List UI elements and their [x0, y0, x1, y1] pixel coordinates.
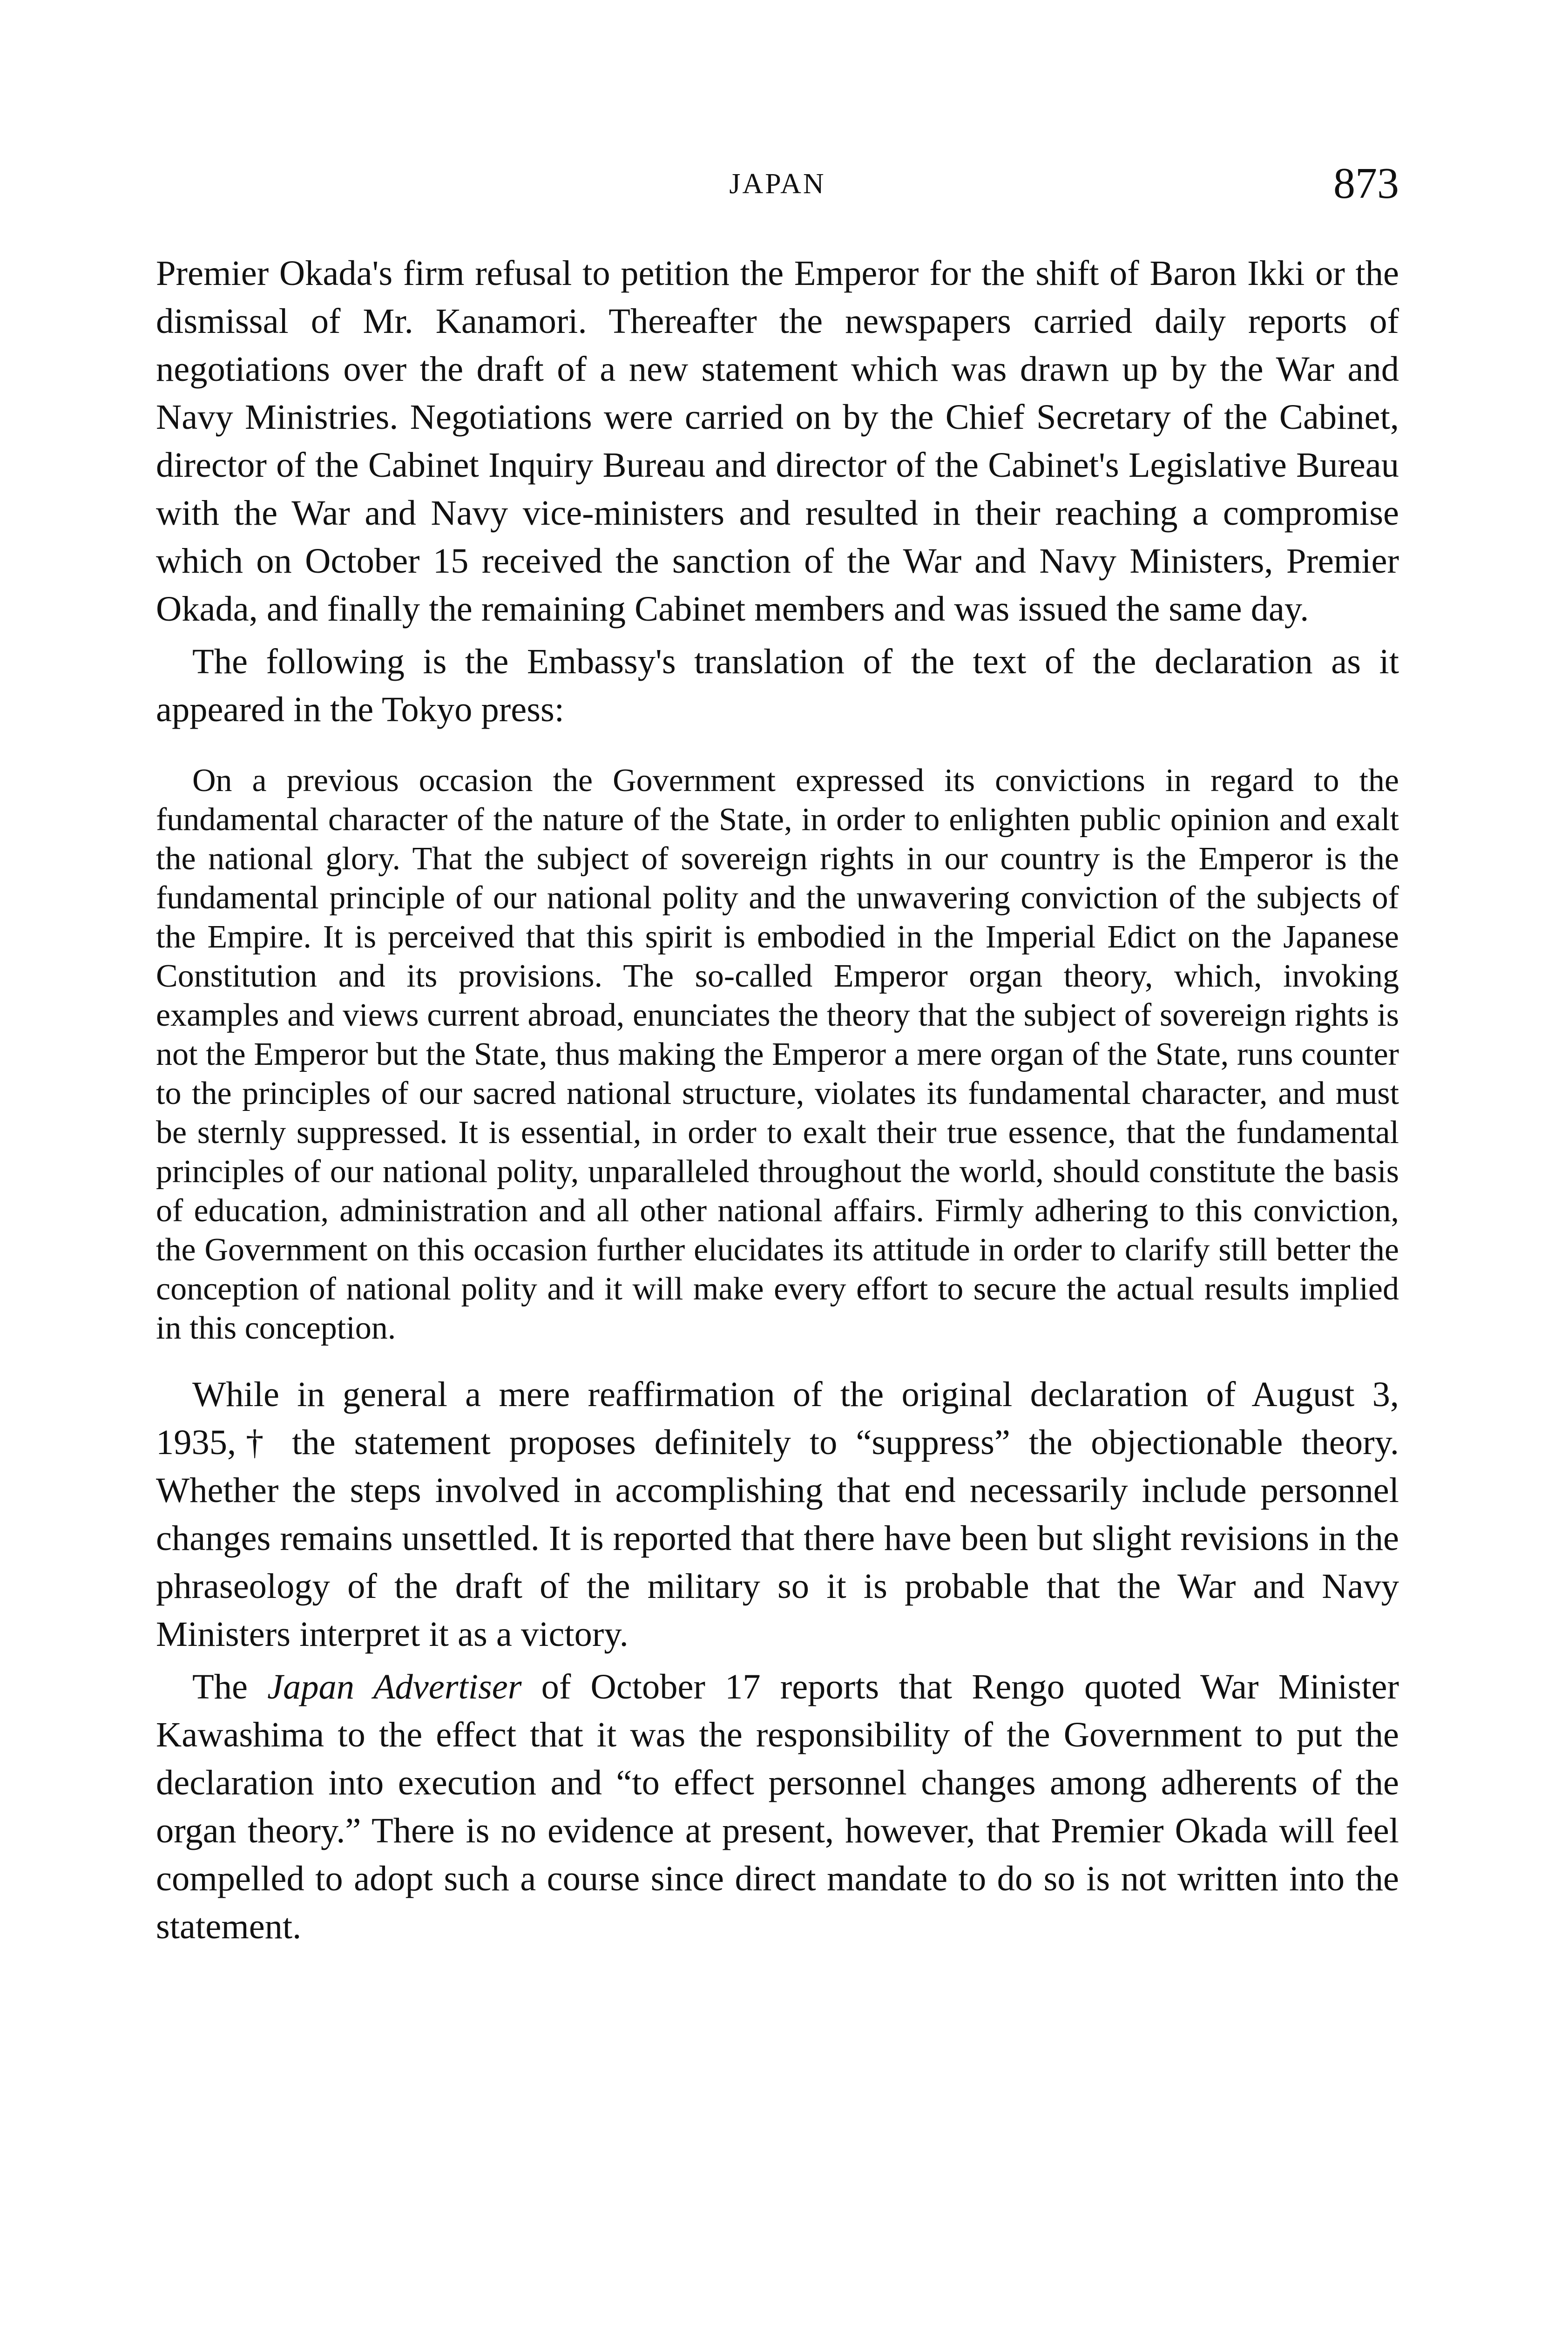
running-title: JAPAN — [729, 168, 826, 200]
declaration-quote: On a previous occasion the Government expressed its convictions in regard to the fundamental character of the nature of the State, in order to enlighten public opinion and exalt the national glory. That the subject of sovereign rights in our country is the Emperor is the fundamental principle of our national polity and the unwavering conviction of the subjects of the Empire. It is perceived that this spirit is embodied in the Imperial Edict on the Japanese Constitution and its provisions. The so-called Emperor organ theory, which, invoking examples and views current abroad, enunciates the theory that the subject of sovereign rights is not the Emperor but the State, thus making the Emperor a mere organ of the State, runs counter to the principles of our sacred national structure, violates its fundamental character, and must be sternly suppressed. It is essential, in order to exalt their true essence, that the fundamental principles of our national polity, unparalleled throughout the world, should constitute the basis of education, administration and all other national affairs. Firmly adhering to this conviction, the Government on this occasion further elucidates its attitude in order to clarify still better the conception of national polity and it will make every effort to secure the actual results implied in this conception. — [156, 763, 1399, 1346]
paragraph-4-lead: The — [192, 1667, 268, 1706]
paragraph-1: Premier Okada's firm refusal to petition the Emperor for the shift of Baron Ikki or the dismissal of Mr. Kanamori. Thereafter the newspapers carried daily reports of negotiations over the draft of a new statement which was drawn up by the War and Navy Ministries. Negotiations were carried on by the Chief Secretary of the Cabinet, director of the Cabinet Inquiry Bureau and director of the Cabinet's Legislative Bureau with the War and Navy vice-ministers and resulted in their reaching a compromise which on October 15 received the sanction of the War and Navy Ministers, Premier Okada, and finally the remaining Cabinet members and was issued the same day. — [156, 253, 1399, 629]
paragraph-3: While in general a mere reaffirmation of the original declaration of August 3, 1935,† the statement proposes definitely to “suppress” the objectionable theory. Whether the steps involved in accomplishing that end necessarily include personnel changes remains unsettled. It is reported that there have been but slight revisions in the phraseology of the draft of the military so it is probable that the War and Navy Ministers interpret it as a victory. — [156, 1374, 1399, 1654]
newspaper-title: Japan Advertiser — [267, 1667, 522, 1706]
paragraph-4-text: of October 17 reports that Rengo quoted War Minister Kawashima to the effect that it was the responsibility of the Government to put the declaration into execution and “to effect personnel changes among adherents of the organ theory.” There is no evidence at present, however, that Premier Okada will feel compelled to adopt such a course since direct mandate to do so is not written into the statement. — [156, 1667, 1399, 1946]
paragraph-2: The following is the Embassy's translation of the text of the declaration as it appeared in the Tokyo press: — [156, 642, 1399, 729]
page-number: 873 — [1333, 159, 1399, 208]
body-text — [156, 249, 1399, 1950]
paragraph-4 — [156, 1663, 1399, 1950]
page-header — [156, 159, 1399, 214]
